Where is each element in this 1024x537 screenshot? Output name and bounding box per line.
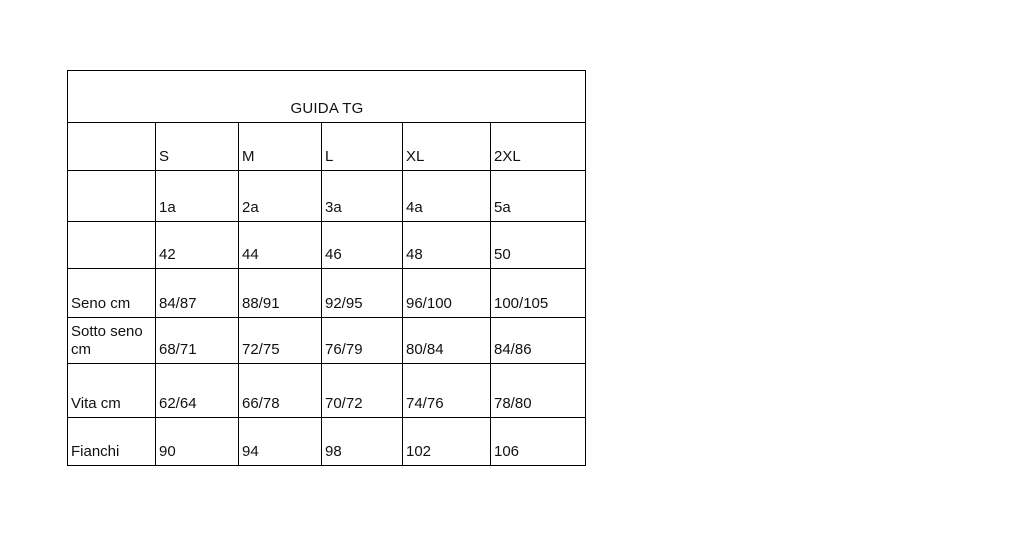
- size-cell: 106: [491, 418, 586, 466]
- row-label: Vita cm: [68, 364, 156, 418]
- table-title-row: [68, 71, 586, 123]
- size-cell: 5a: [491, 171, 586, 222]
- table-row-seno: [68, 269, 586, 318]
- size-cell: 2a: [239, 171, 322, 222]
- size-cell: 1a: [156, 171, 239, 222]
- table-row-fianchi: [68, 418, 586, 466]
- size-cell: 46: [322, 222, 403, 269]
- size-cell: 72/75: [239, 318, 322, 364]
- size-cell: L: [322, 123, 403, 171]
- size-cell: 70/72: [322, 364, 403, 418]
- size-cell: 100/105: [491, 269, 586, 318]
- size-guide-table: [67, 70, 586, 466]
- size-cell: XL: [403, 123, 491, 171]
- size-cell: 94: [239, 418, 322, 466]
- row-label: [68, 123, 156, 171]
- size-cell: 50: [491, 222, 586, 269]
- size-cell: 66/78: [239, 364, 322, 418]
- size-cell: 62/64: [156, 364, 239, 418]
- size-cell: 76/79: [322, 318, 403, 364]
- size-cell: 102: [403, 418, 491, 466]
- table-row-it-sizes: [68, 222, 586, 269]
- size-cell: 88/91: [239, 269, 322, 318]
- size-cell: 96/100: [403, 269, 491, 318]
- size-cell: 68/71: [156, 318, 239, 364]
- size-cell: 78/80: [491, 364, 586, 418]
- row-label: Seno cm: [68, 269, 156, 318]
- table-row-sizes: [68, 123, 586, 171]
- size-cell: 74/76: [403, 364, 491, 418]
- table-row-size-codes: [68, 171, 586, 222]
- size-cell: 90: [156, 418, 239, 466]
- row-label: [68, 222, 156, 269]
- size-cell: 44: [239, 222, 322, 269]
- size-cell: 3a: [322, 171, 403, 222]
- size-cell: 98: [322, 418, 403, 466]
- row-label: Sotto seno cm: [68, 318, 156, 364]
- table-row-sotto-seno: [68, 318, 586, 364]
- size-cell: M: [239, 123, 322, 171]
- row-label: Fianchi: [68, 418, 156, 466]
- size-cell: 48: [403, 222, 491, 269]
- size-cell: 84/86: [491, 318, 586, 364]
- size-cell: 84/87: [156, 269, 239, 318]
- size-cell: S: [156, 123, 239, 171]
- size-cell: 4a: [403, 171, 491, 222]
- size-cell: 42: [156, 222, 239, 269]
- size-cell: 80/84: [403, 318, 491, 364]
- size-cell: 92/95: [322, 269, 403, 318]
- size-cell: 2XL: [491, 123, 586, 171]
- row-label: [68, 171, 156, 222]
- table-title: GUIDA TG: [68, 71, 586, 123]
- table-row-vita: [68, 364, 586, 418]
